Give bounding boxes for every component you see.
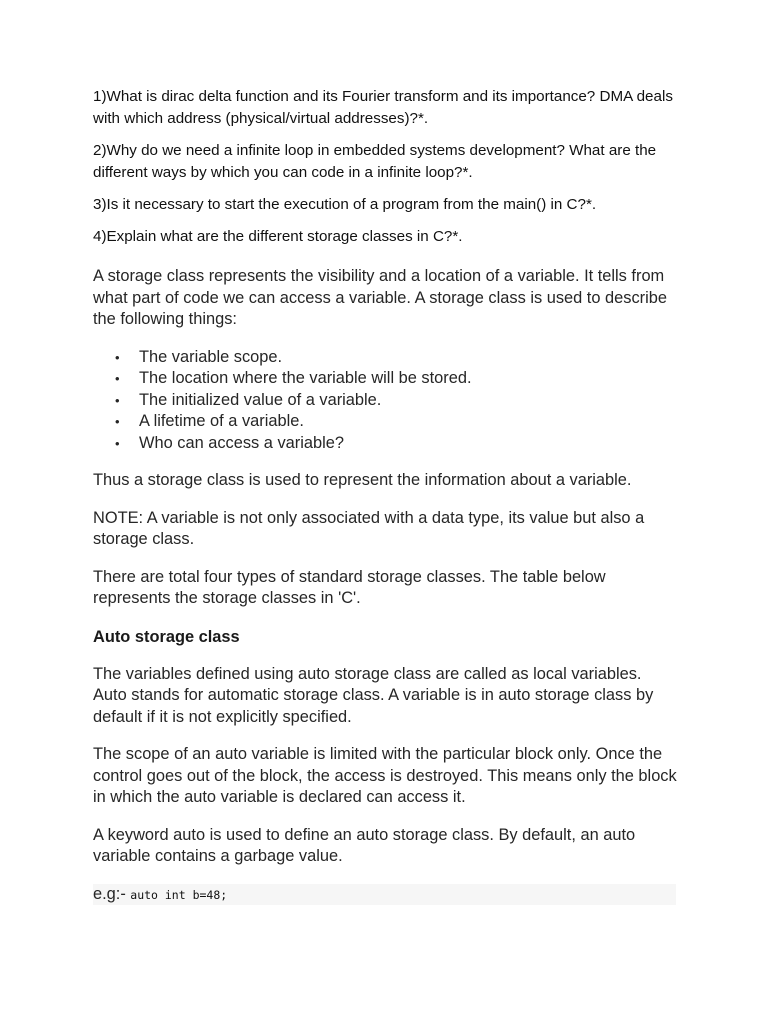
question-4: 4)Explain what are the different storage classes in C?*. [93, 228, 463, 245]
types-paragraph: There are total four types of standard storage classes. The table below represents the storage classes in 'C'. [93, 567, 606, 607]
example-lead: e.g:- [93, 884, 126, 903]
auto-paragraph-3: A keyword auto is used to define an auto storage class. By default, an auto variable contains a garbage value. [93, 825, 636, 865]
list-item-text: Who can access a variable? [139, 433, 344, 452]
storage-class-uses-list [93, 347, 678, 455]
bullet-icon: • [115, 435, 120, 451]
example-code-block [93, 884, 676, 905]
document-page [93, 86, 678, 905]
bullet-icon: • [115, 371, 120, 386]
list-item [93, 433, 678, 455]
question-3: 3)Is it necessary to start the execution of a program from the main() in C?*. [93, 196, 597, 213]
list-item [93, 411, 678, 433]
auto-storage-heading: Auto storage class [93, 627, 240, 646]
list-item-text: A lifetime of a variable. [139, 412, 304, 430]
bullet-icon: • [115, 349, 120, 365]
list-item-text: The location where the variable will be stored. [139, 369, 472, 387]
auto-paragraph-1: The variables defined using auto storage class are called as local variables. Auto stands for automatic storage class. A variable is in auto storage class by default if it is not explicitly specified. [93, 664, 654, 726]
example-code: auto int b=48; [130, 887, 228, 902]
intro-paragraph: A storage class represents the visibility and a location of a variable. It tells from what part of code we can access a variable. A storage class is used to describe the following things: [93, 267, 667, 328]
question-1: 1)What is dirac delta function and its Fourier transform and its importance? DMA deals with which address (physical/virtual addresses)?*. [93, 88, 673, 127]
note-paragraph: NOTE: A variable is not only associated with a data type, its value but also a storage class. [93, 508, 645, 548]
auto-paragraph-2: The scope of an auto variable is limited with the particular block only. Once the control goes out of the block, the access is destroyed. This means only the block in which the auto variable is declared can access it. [93, 745, 677, 806]
list-item-text: The variable scope. [139, 347, 283, 366]
list-item [93, 368, 678, 390]
bullet-icon: • [115, 414, 120, 429]
list-item [93, 347, 678, 369]
list-item [93, 390, 678, 412]
summary-paragraph: Thus a storage class is used to represent the information about a variable. [93, 471, 632, 489]
list-item-text: The initialized value of a variable. [139, 390, 382, 409]
question-2: 2)Why do we need a infinite loop in embedded systems development? What are the different ways by which you can code in a infinite loop?*. [93, 142, 657, 181]
bullet-icon: • [115, 392, 120, 408]
